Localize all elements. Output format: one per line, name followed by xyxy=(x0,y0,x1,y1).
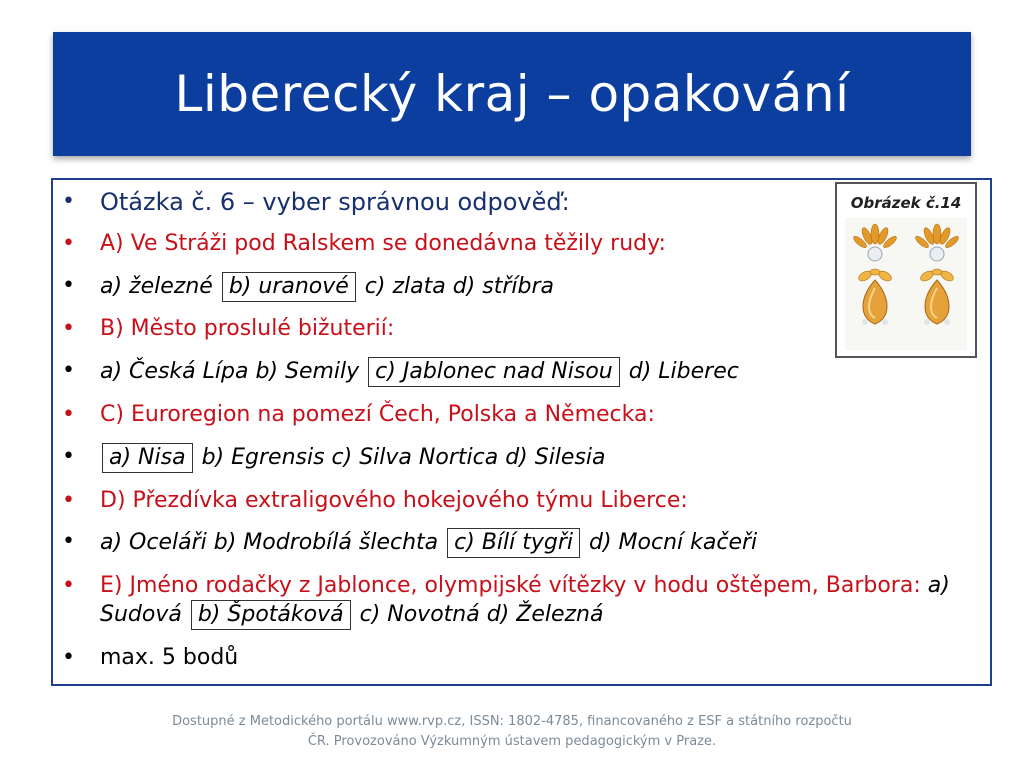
footer-line-1: Dostupné z Metodického portálu www.rvp.cz, ISSN: 1802-4785, financovaného z ESF a státního rozpočtu xyxy=(172,714,852,729)
correct-answer: b) Špotáková xyxy=(191,600,351,630)
footer-line-2: ČR. Provozováno Výzkumným ústavem pedagogickým v Praze. xyxy=(307,734,717,749)
question-prompt: • A) Ve Stráži pod Ralskem se donedávna těžily rudy: xyxy=(56,230,986,258)
answer-option: b) Egrensis xyxy=(201,444,325,470)
question-text: E) Jméno rodačky z Jablonce, olympijské vítězky v hodu oštěpem, Barbora: xyxy=(100,573,921,599)
answer-option: a) Česká Lípa xyxy=(100,359,249,385)
title-banner xyxy=(53,32,971,156)
question-heading: • Otázka č. 6 – vyber správnou odpověď: xyxy=(56,188,986,216)
answer-option: c) Novotná xyxy=(359,602,480,628)
answer-option: d) Železná xyxy=(486,602,604,628)
answer-options xyxy=(56,443,986,473)
answer-option: c) zlata xyxy=(364,273,446,299)
answer-options xyxy=(56,272,986,302)
answer-option: d) Silesia xyxy=(505,444,606,470)
answer-option: d) Liberec xyxy=(628,359,739,385)
correct-answer: a) Nisa xyxy=(102,443,193,473)
score-note: • max. 5 bodů xyxy=(56,644,986,672)
answer-option: b) Semily xyxy=(255,359,360,385)
question-list xyxy=(56,188,986,686)
footer xyxy=(0,712,1024,752)
correct-answer: c) Bílí tygři xyxy=(447,528,580,558)
answer-option: d) stříbra xyxy=(452,273,554,299)
question-prompt: • B) Město proslulé bižuterií: xyxy=(56,315,986,343)
answer-option: b) Modrobílá šlechta xyxy=(213,530,439,556)
answer-option: d) Mocní kačeři xyxy=(589,530,758,556)
answer-option: c) Silva Nortica xyxy=(331,444,499,470)
slide-title: Liberecký kraj – opakování xyxy=(174,65,850,123)
correct-answer: b) uranové xyxy=(222,272,356,302)
picture-caption: Obrázek č.14 xyxy=(850,194,962,212)
question-prompt: • D) Přezdívka extraligového hokejového týmu Liberce: xyxy=(56,487,986,515)
answer-option: a) železné xyxy=(100,273,213,299)
correct-answer: c) Jablonec nad Nisou xyxy=(368,357,620,387)
answer-options xyxy=(56,528,986,558)
answer-options xyxy=(56,357,986,387)
question-prompt-with-options xyxy=(56,572,986,630)
question-prompt: • C) Euroregion na pomezí Čech, Polska a Německa: xyxy=(56,401,986,429)
answer-option: a) Sudová xyxy=(100,573,950,628)
answer-option: a) Oceláři xyxy=(100,530,207,556)
